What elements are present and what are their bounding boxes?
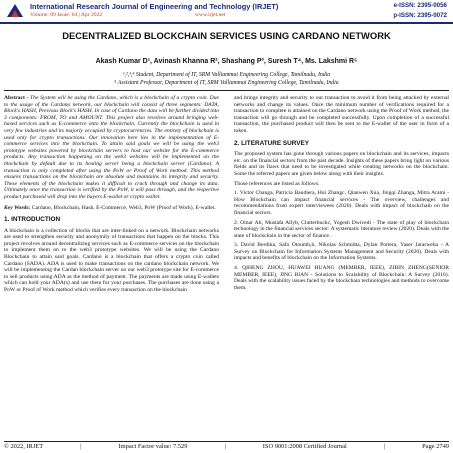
header-divider: [0, 22, 453, 24]
references-intro: Those references are listed as follows.: [234, 180, 320, 187]
title-divider: [4, 90, 449, 91]
page-footer: [4, 443, 449, 450]
abstract-label: Abstract -: [4, 95, 29, 101]
abstract: [4, 95, 219, 201]
affiliation-professor: ⁵ Assistant Professor, Department of IT, SRM Valliammai Engineering College, Tamilnadu, India: [114, 80, 339, 86]
reference-item: 4. QIHENG ZHOU, HUAWEI HUANG (MEMBER, IEEE), ZIBIN ZHENG(SENIOR MEMBER, IEEE), JING BIAN - Solutions to Scalability of Blockchain: A Survey (2016). Deals with the scalability issues faced by the blockchain technologies and methods to overcome them.: [234, 265, 449, 291]
footer-sep: |: [383, 443, 386, 450]
footer-divider: [4, 441, 449, 442]
eissn: e-ISSN: 2395-0056: [393, 2, 447, 9]
reference-item: 1. Victor Changa, Patricia Baudiera, Hui Zhangc, Qianwen Xua, Jingqi Zhanga, Mitra Arami - How Blockchain can impact financial services - The overview, challenges and recommendations from expert interviewees (2020). Deals with impact of blockchain on the financial sectors.: [234, 190, 449, 216]
affiliation-students: ¹,²,³,⁴ Student, Department of IT, SRM Valliammai Engineering College, Tamilnadu, India: [122, 72, 331, 78]
keywords: [4, 205, 219, 212]
keywords-label: Key Words:: [4, 204, 31, 211]
irjet-logo-icon: [5, 2, 25, 20]
journal-volume-line: [30, 12, 225, 18]
introduction-continued: and brings integrity and security to our transaction to avoid it from being attacked by external networks and change its values. Once the minimum number of verifications required for a transaction to complete is attained on the Cardano network using the Proof of Work method, the transaction will go through and be completed successfully. Upon completion of a successful transaction, the purchased product will then be sent to the E-wallet of the user in form of a token.: [234, 95, 449, 134]
left-column: [4, 95, 219, 297]
introduction-text: A blockchain is a collection of blocks that are inter-linked on a network. Blockchain networks are used to strengthen security and anonymity of transactions that happen on the blocks. This project revolves around decentralizing services such as E-commerce services on the blockchain to implement them on to the web3 prototype websites. We will be using the Cardano Blockchain to attain said goals. Cardano is a blockchain that offers a crypto coin called Cardano (SADA). ADA is used to make transactions on the cardano blockchain network. We will be implementing the Cardan blockchain server on our web3 prototype site for E-commerce to sell products using ADA as the method of payment. The payments are made using E-wallets which can hold your ADA(s) and use them for your purchases. The purchases are done using a PoW or Proof of Work method which verifies every transaction on the blockchain: [4, 227, 219, 294]
author-list: Akash Kumar D¹, Avinash Khanna R², Shashang P³, Suresh T⁴, Ms. Lakshmi R⁵: [95, 58, 358, 65]
pissn: p-ISSN: 2395-0072: [393, 12, 447, 19]
footer-sep: |: [224, 443, 226, 450]
section-heading-introduction: 1. INTRODUCTION: [4, 216, 61, 224]
journal-url[interactable]: www.irjet.net: [195, 12, 226, 18]
journal-header: [0, 0, 453, 22]
footer-impact-factor: Impact Factor value: 7.529: [118, 443, 188, 450]
abstract-text: The System will be using the Cardano, which is a blockchain of a crypto coin. Due to the usage of the Cardano network, our blockchain will consist of three segments: DATA, Block's HASH, Previous Block's HASH. In case of Cardano the data will be further divided into 3 components: FROM, TO and AMOUNT. This project also revolves around bringing web-based services such as E-commerce onto the blockchain. Currently the blockchain is used in very few industries and its majorly occupied by cryptocurrencies. The entirety of blockchain is used only for crypto transactions. Our innovation here lies in the implementation of E-commerce services into the blockchain. To attain said goals we will be using the web3 prototype websites powered by blockchain servers to host our website for the E-commerce products. Any transaction happening on the web3 websites will be implemented on the blockchain by default due to its hosting server being a blockchain server (Cardano). A transaction is only completed after using the PoW or Proof of Work method. This method ensures transactions on the blockchain are absolute and maintains its integrity and security. These elements of the blockchain makes it difficult to crack through and change its data. Ultimately once the transaction is verified by the PoW, it will pass through, and the respective product purchased will drop into the buyers E-wallet or crypto wallet.: [4, 95, 219, 200]
volume-issue: Volume: 09 Issue: 04 | Apr 2022: [30, 12, 103, 18]
footer-sep: |: [80, 443, 82, 450]
journal-name: International Research Journal of Engineering and Technology (IRJET): [30, 2, 279, 11]
footer-copyright: © 2022, IRJET: [4, 443, 44, 450]
footer-iso: ISO 9001:2008 Certified Journal: [262, 443, 347, 450]
paper-title: DECENTRALIZED BLOCKCHAIN SERVICES USING CARDANO NETWORK: [62, 30, 391, 41]
section-heading-literature-survey: 2. LITERATURE SURVEY: [234, 139, 310, 147]
keywords-text: Cardano, Blockchain, Hash, E-Commerce, Web3, PoW (Proof of Work), E-wallet.: [31, 204, 216, 211]
reference-item: 3. David Berdika, Safa Otoumb,b, Nikolas Schmidta, Dylan Portera, Yaser Jararweha - A Survey on Blockchain for Information Systems Management and Security (2020). Deals with impacts and benefits of blockchain on the Information Systems.: [234, 242, 449, 262]
literature-survey-text: The proposed system has gone through various papers on blockchain and its services, impacts etc. on the financial sectors from the past decade. Insights of these papers bring light on various fields and its flaws that need to be investigated while creating networks on the blockchain. Some the referred papers are given below along with their insights.: [234, 151, 449, 177]
reference-item: 2. Omar Ali, Mustafa Allyb, Clutterbuckc, Yogesh Dwivedi - The state of play of blockchain technology in the financial services sector: A systematic literature review (2020). Deals with the state of blockchain in the sector of finance.: [234, 219, 449, 239]
footer-page-number: Page 2749: [422, 443, 449, 450]
right-column: [234, 95, 449, 294]
